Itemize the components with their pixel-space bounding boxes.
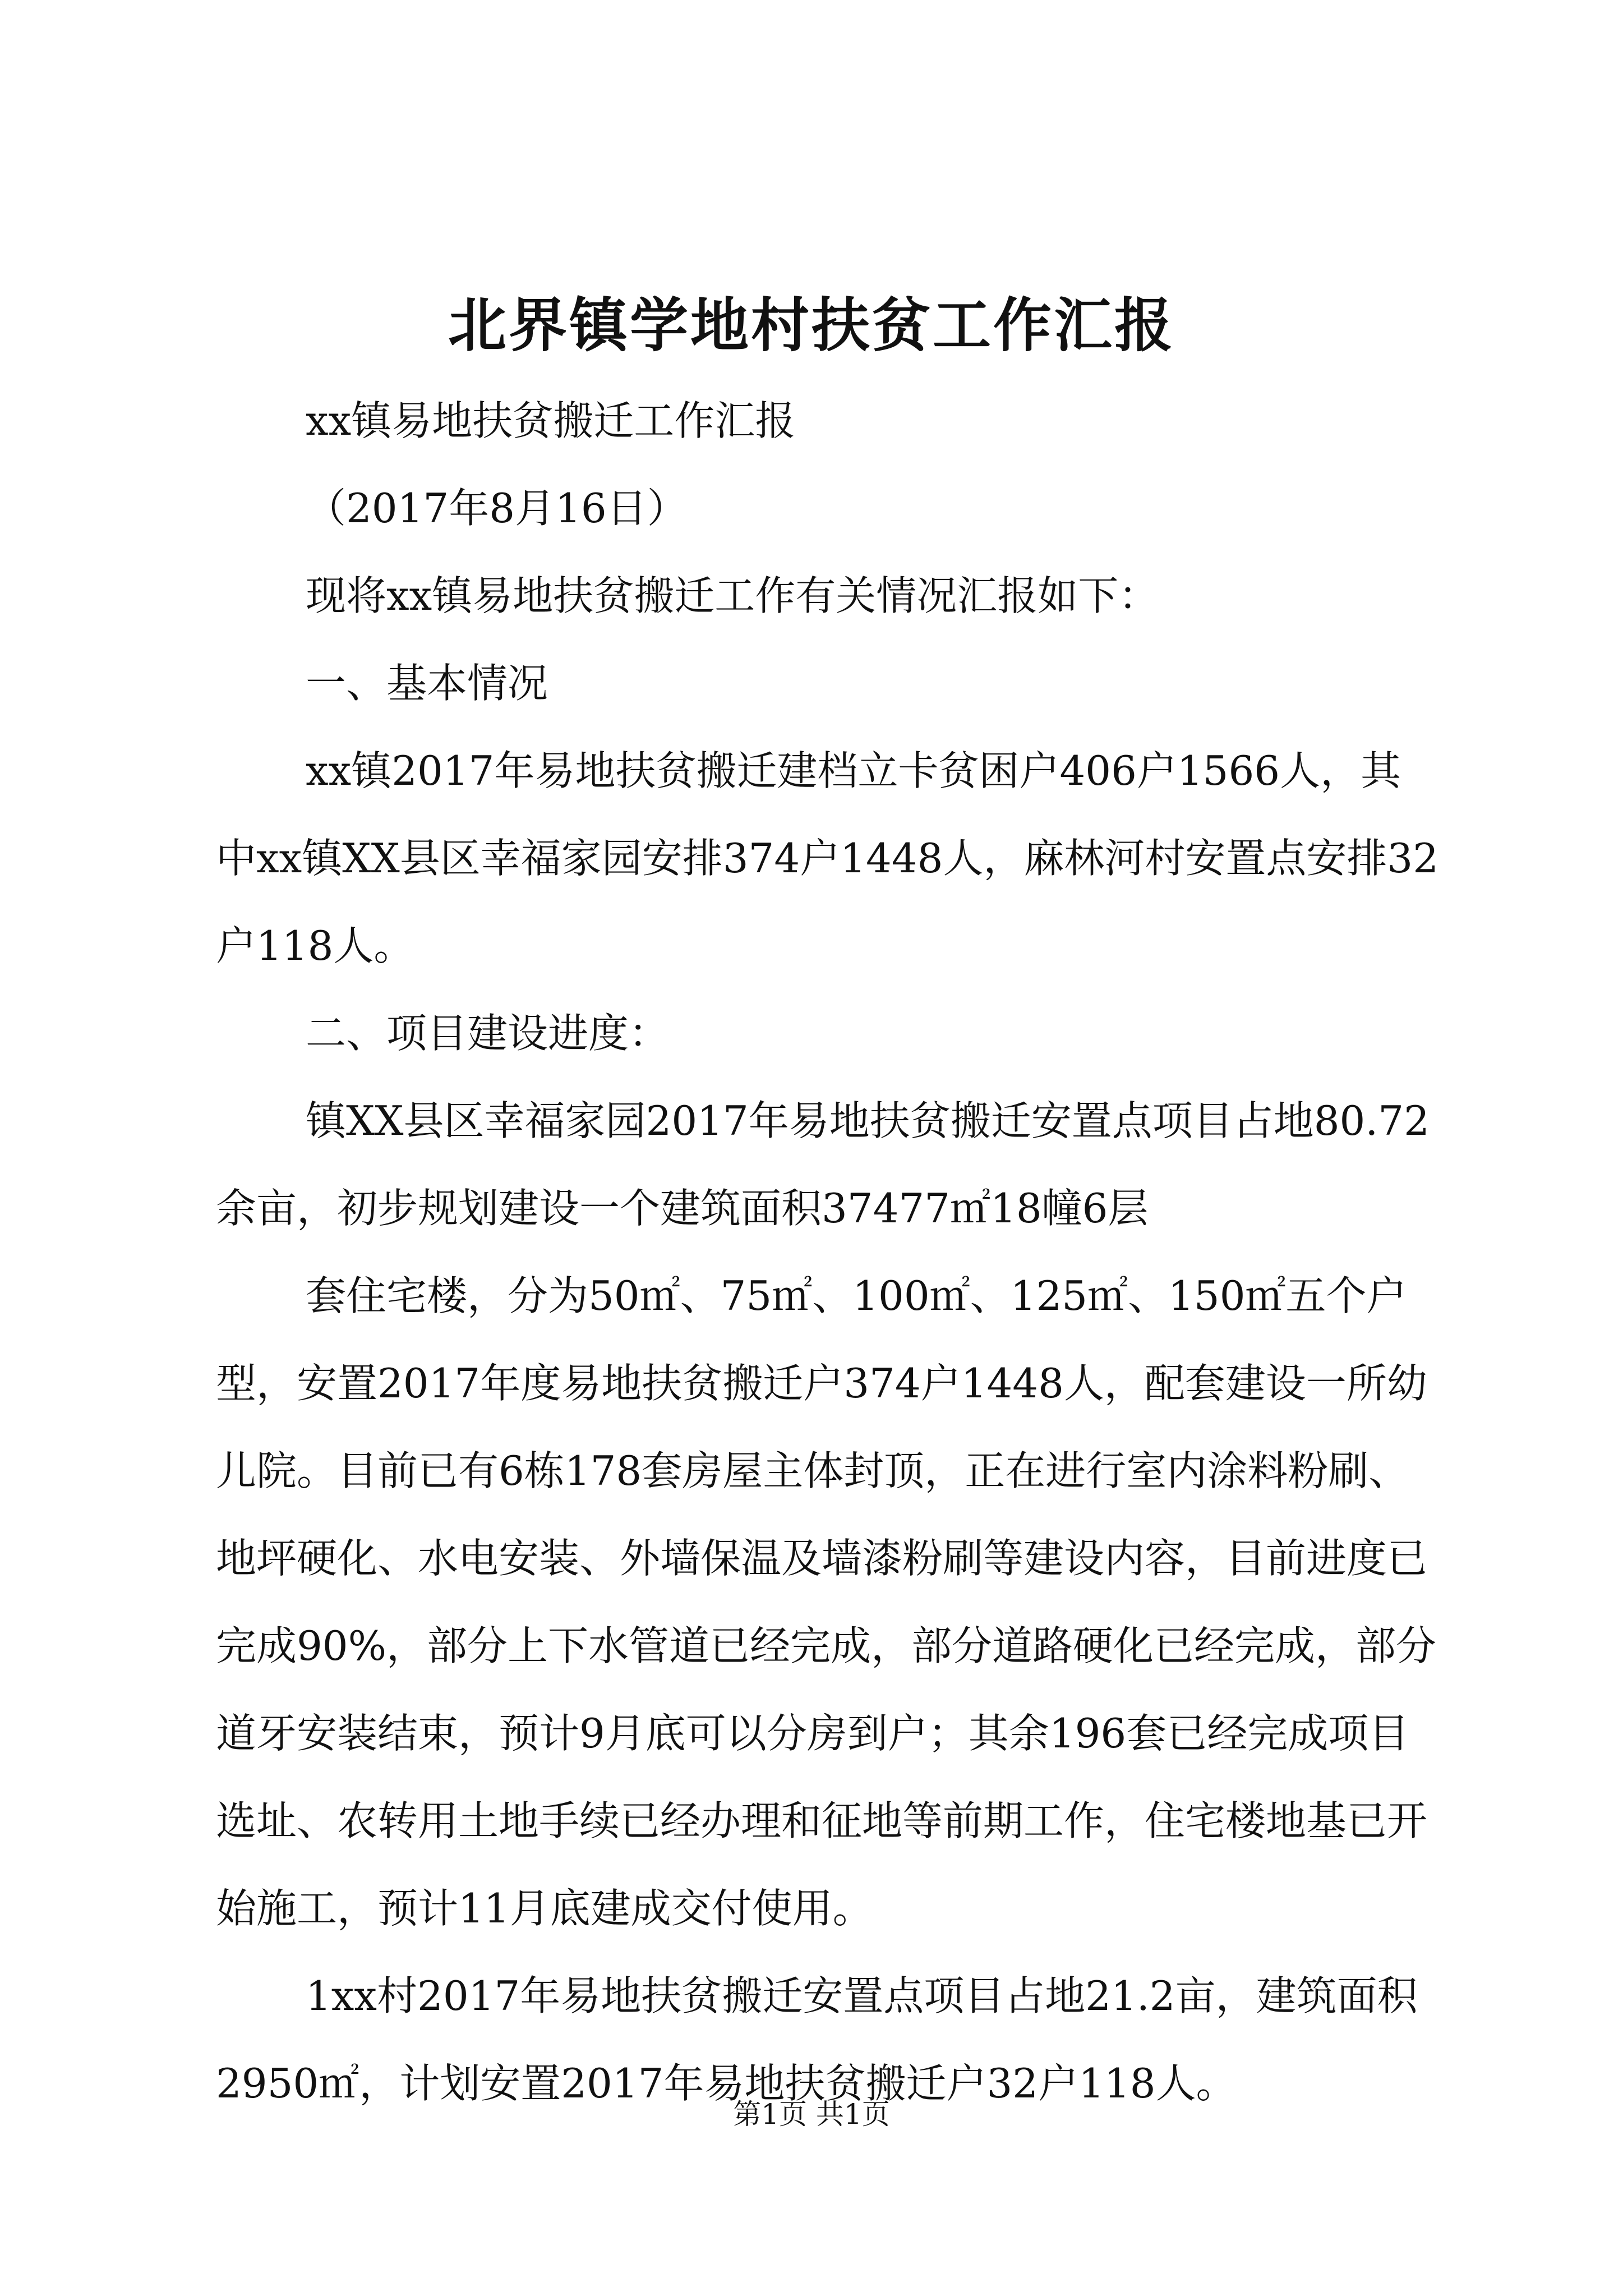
paragraph: （2017年8月16日）	[306, 485, 688, 532]
paragraph: 二、项目建设进度：	[306, 1010, 670, 1057]
document-body	[216, 377, 1438, 2127]
paragraph: 镇XX县区幸福家园2017年易地扶贫搬迁安置点项目占地80.72余亩，初步规划建设一个建筑面积37477㎡18幢6层	[216, 1097, 1430, 1232]
paragraph: xx镇易地扶贫搬迁工作汇报	[306, 397, 796, 444]
paragraph: 1xx村2017年易地扶贫搬迁安置点项目占地21.2亩，建筑面积2950㎡，计划安置2017年易地扶贫搬迁户32户118人。	[216, 1972, 1418, 2107]
paragraph: 套住宅楼，分为50㎡、75㎡、100㎡、125㎡、150㎡五个户型，安置2017年度易地扶贫搬迁户374户1448人，配套建设一所幼儿院。目前已有6栋178套房屋主体封顶，正在进行室内涂料粉刷、地坪硬化、水电安装、外墙保温及墙漆粉刷等建设内容，目前进度已完成90%，部分上下水管道已经完成，部分道路硬化已经完成，部分道牙安装结束，预计9月底可以分房到户；其余196套已经完成项目选址、农转用土地手续已经办理和征地等前期工作，住宅楼地基已开始施工，预计11月底建成交付使用。	[216, 1272, 1437, 1932]
paragraph: 一、基本情况	[306, 660, 548, 707]
paragraph: xx镇2017年易地扶贫搬迁建档立卡贫困户406户1566人，其中xx镇XX县区幸福家园安排374户1448人，麻林河村安置点安排32户118人。	[216, 747, 1439, 969]
paragraph: 现将xx镇易地扶贫搬迁工作有关情况汇报如下：	[306, 572, 1159, 619]
document-title: 北界镇学地村扶贫工作汇报	[448, 291, 1175, 360]
page-footer: 第1页 共1页	[733, 2098, 890, 2131]
